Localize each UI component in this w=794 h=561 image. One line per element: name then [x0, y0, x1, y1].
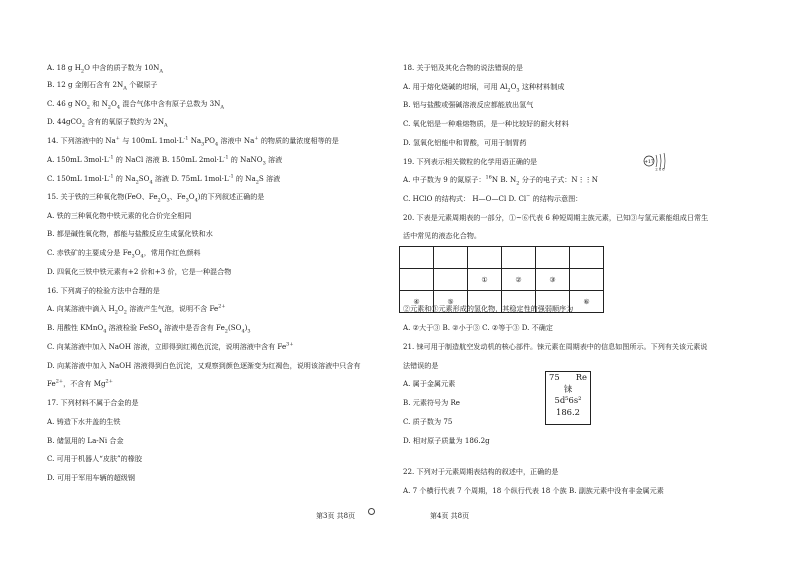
subscript: 4	[149, 179, 153, 186]
text-segment: C. 赤铁矿的主要成分是 Fe	[47, 248, 132, 257]
text-segment: C. HClO 的结构式： H—O—Cl D. Cl	[403, 194, 527, 203]
subscript: 3	[166, 197, 170, 204]
element-name: 铼	[563, 383, 573, 394]
text-segment: Na	[188, 136, 202, 145]
subscript: 4	[140, 253, 144, 260]
text-segment: O	[117, 304, 124, 313]
text-line	[403, 323, 553, 332]
text-segment: 法错误的是	[403, 361, 439, 370]
table-cell	[570, 247, 604, 269]
table-cell	[570, 269, 604, 291]
text-line	[403, 379, 455, 388]
subscript: 2	[516, 180, 520, 187]
text-segment: B. 元素符号为 Re	[403, 398, 460, 407]
text-line	[47, 379, 113, 388]
subscript: 2	[157, 197, 161, 204]
subscript: 2	[255, 179, 259, 186]
text-segment: 的结构示意图：	[530, 194, 583, 203]
text-line	[403, 342, 707, 351]
subscript: 4	[241, 328, 245, 335]
text-segment: 的 Na	[233, 174, 256, 183]
subscript: 3	[131, 253, 135, 260]
text-segment: D. 可用于军用车辆的超级钢	[47, 473, 135, 482]
text-segment: (SO	[227, 323, 242, 332]
table-cell	[400, 269, 434, 291]
superscript: 16	[485, 174, 492, 181]
subscript: A	[220, 104, 224, 111]
subscript: 3	[201, 141, 205, 148]
text-segment: 这种材料制成	[519, 82, 565, 91]
atomic-mass: 186.2	[556, 406, 580, 417]
table-cell: ③	[536, 269, 570, 291]
text-segment: 溶液产生气泡，说明不含 Fe	[126, 304, 219, 313]
table-cell	[400, 247, 434, 269]
text-segment: N B. N	[491, 175, 517, 184]
subscript: 2	[224, 328, 228, 335]
text-segment: A. 属于金属元素	[403, 379, 456, 388]
table-cell: ④	[400, 291, 434, 313]
superscript: -1	[223, 154, 229, 161]
text-segment: A. 向某溶液中滴入 H	[47, 304, 115, 313]
table-row	[400, 247, 604, 269]
text-line	[47, 63, 163, 75]
text-segment: B. 都是碱性氧化物，都能与盐酸反应生成氯化铁和水	[47, 229, 213, 238]
text-segment: 和 N	[89, 99, 108, 108]
text-line	[403, 486, 664, 495]
table-cell	[502, 247, 536, 269]
text-segment: 溶液中是否含有 Fe	[161, 323, 225, 332]
subscript: 2	[123, 309, 127, 316]
text-line	[47, 80, 158, 92]
text-line	[403, 304, 573, 313]
text-segment: Fe	[47, 379, 56, 388]
table-cell: ⑤	[434, 291, 468, 313]
text-line	[47, 135, 339, 148]
subscript: 2	[114, 309, 118, 316]
superscript: 3+	[286, 341, 294, 348]
text-segment: A. 中子数为 9 的氮原子：	[403, 175, 486, 184]
text-segment: 的 NaCl 溶液 B. 150mL 2mol·L	[113, 155, 224, 164]
subscript: 3	[247, 328, 251, 335]
text-segment: A. 150mL 3mol·L	[47, 155, 109, 164]
nucleus-label: +17	[644, 160, 654, 165]
electron-configuration: 5d⁵6s²	[554, 395, 582, 405]
text-segment: O 中含的质子数为 10N	[84, 63, 160, 72]
subscript: 4	[103, 328, 107, 335]
table-cell	[434, 247, 468, 269]
superscript: +	[115, 135, 120, 142]
text-segment: D. 氢氧化铝能中和胃酸，可用于制胃药	[403, 138, 527, 147]
text-segment: D. 四氧化三铁中铁元素有+2 价和+3 价，它是一种混合物	[47, 267, 232, 276]
table-cell: ①	[468, 269, 502, 291]
text-segment: 16. 下列离子的检验方法中合理的是	[47, 286, 160, 295]
text-line	[47, 454, 142, 463]
text-segment: S 溶液	[258, 174, 281, 183]
text-line	[403, 467, 558, 476]
text-line	[47, 398, 139, 407]
superscript: -1	[108, 173, 114, 180]
text-segment: C. 可用于机器人“皮肤”的橡胶	[47, 454, 142, 463]
text-segment: O	[134, 248, 141, 257]
text-segment: B. 储氢用的 La-Ni 合金	[47, 436, 124, 445]
text-line	[403, 157, 537, 166]
text-segment: A. 7 个横行代表 7 个周期，18 个纵行代表 18 个族 B. 副族元素中没有非金属元素	[403, 486, 664, 495]
text-segment: C. 向某溶液中加入 NaOH 溶液，立即得到红褐色沉淀，说明溶液中含有 Fe	[47, 342, 287, 351]
text-line	[47, 473, 135, 482]
text-line	[403, 63, 523, 72]
text-line	[403, 100, 533, 109]
text-line	[47, 117, 168, 129]
text-segment: 溶液	[265, 155, 283, 164]
text-segment: 与 100mL 1mol·L	[120, 136, 184, 145]
text-line	[403, 231, 481, 240]
text-line	[47, 361, 361, 370]
subscript: 2	[135, 179, 139, 186]
text-segment: C. 氧化铝是一种难熔物质，是一种比较好的耐火材料	[403, 119, 569, 128]
subscript: 2	[86, 104, 90, 111]
text-line	[47, 303, 226, 316]
text-segment: A. 18 g H	[47, 63, 81, 72]
text-segment: 溶液检验 FeSO	[106, 323, 159, 332]
text-segment: 20. 下表是元素周期表的一部分，①~⑥代表 6 种短周期主族元素，已知③与氢元素能组成日常生	[403, 213, 709, 222]
subscript: 2	[507, 87, 511, 94]
text-segment: D. 向某溶液中加入 NaOH 溶液得到白色沉淀，又观察到颜色逐渐变为红褐色，说明该溶液中只含有	[47, 361, 361, 370]
text-segment: ，不含有 Mg	[63, 379, 106, 388]
text-segment: B. 用酸性 KMnO	[47, 323, 104, 332]
text-line	[47, 417, 120, 426]
text-segment: B. 铝与盐酸或强碱溶液反应都能放出氢气	[403, 100, 534, 109]
text-segment: ②元素和③元素形成的氢化物，其稳定性的强弱顺序为	[403, 304, 574, 313]
text-line	[47, 229, 213, 238]
superscript: -1	[228, 173, 234, 180]
periodic-table-fragment	[399, 246, 604, 313]
text-segment: 的 Na	[113, 174, 136, 183]
text-segment: 的物质的量浓度相等的是	[258, 136, 339, 145]
text-segment: C. 46 g NO	[47, 99, 87, 108]
text-segment: A. 铸造下水井盖的生铁	[47, 417, 121, 426]
table-row	[400, 269, 604, 291]
subscript: 4	[194, 197, 198, 204]
text-segment: D. 44gCO	[47, 117, 82, 126]
subscript: 2	[80, 68, 85, 75]
text-segment: 21. 铼可用于制造航空发动机的核心部件。铼元素在周期表中的信息如图所示。下列有关该元素说	[403, 342, 708, 351]
subscript: A	[164, 122, 168, 129]
text-line	[403, 436, 490, 445]
text-line	[403, 138, 526, 147]
text-segment: 个碳原子	[126, 80, 158, 89]
text-line	[47, 286, 160, 295]
text-line	[47, 99, 224, 111]
text-segment: D. 相对原子质量为 186.2g	[403, 436, 490, 445]
text-segment: 混合气体中含有原子总数为 3N	[120, 99, 221, 108]
text-line	[403, 174, 598, 187]
text-segment: 22. 下列对于元素周期表结构的叙述中，正确的是	[403, 467, 559, 476]
text-segment: O	[188, 192, 195, 201]
subscript: A	[159, 68, 163, 75]
text-line	[47, 154, 283, 167]
text-line	[47, 173, 281, 186]
superscript: −	[526, 193, 531, 200]
text-segment: O	[160, 192, 167, 201]
subscript: 3	[262, 160, 266, 167]
text-segment: 分子的电子式：N⋮⋮N	[519, 175, 598, 184]
superscript: 2+	[218, 303, 226, 310]
subscript: 4	[214, 141, 219, 148]
binding-hole-icon	[368, 508, 375, 515]
text-segment: A. 铁的三种氧化物中铁元素的化合价完全相同	[47, 211, 192, 220]
text-segment: )的下列叙述正确的是	[197, 192, 265, 201]
text-segment: C. 150mL 1mol·L	[47, 174, 109, 183]
chloride-ion-structure-diagram	[643, 151, 667, 171]
text-segment: ，常用作红色颜料	[143, 248, 201, 257]
text-line	[403, 82, 565, 94]
element-symbol: Re	[575, 372, 587, 382]
text-line	[403, 213, 708, 222]
page-footer-left: 第3页 共8页	[316, 512, 356, 520]
text-segment: O	[510, 82, 517, 91]
text-segment: B. 12 g 金刚石含有 2N	[47, 80, 124, 89]
text-segment: SO	[138, 174, 150, 183]
text-line	[47, 192, 265, 204]
text-segment: 14. 下列溶液中的 Na	[47, 136, 116, 145]
superscript: -1	[108, 154, 114, 161]
text-line	[47, 436, 124, 445]
text-segment: 的 NaNO	[228, 155, 263, 164]
subscript: 2	[81, 122, 85, 129]
text-segment: 15. 关于铁的三种氧化物(FeO、Fe	[47, 192, 158, 201]
text-line	[47, 323, 251, 335]
text-segment: A. ②大于③ B. ②小于③ C. ②等于③ D. 不确定	[403, 323, 553, 332]
text-segment: 活中常见的液态化合物。	[403, 231, 482, 240]
text-line	[47, 267, 231, 276]
text-segment: PO	[204, 136, 215, 145]
text-segment: 、Fe	[169, 192, 186, 201]
subscript: 4	[116, 104, 120, 111]
table-cell	[434, 269, 468, 291]
text-segment: 18. 关于铝及其化合物的说法错误的是	[403, 63, 523, 72]
rhenium-element-card	[545, 371, 591, 425]
subscript: 3	[516, 87, 520, 94]
text-segment: O	[110, 99, 117, 108]
text-line	[403, 361, 438, 370]
text-segment: )	[244, 323, 248, 332]
subscript: 2	[107, 104, 111, 111]
text-line	[403, 194, 582, 203]
text-line	[403, 417, 452, 426]
table-cell	[536, 247, 570, 269]
text-segment: 溶液 D. 75mL 1mol·L	[152, 174, 229, 183]
subscript: A	[123, 85, 127, 92]
text-segment: 17. 下列材料不属于合金的是	[47, 398, 139, 407]
page-footer-right: 第4页 共8页	[430, 512, 470, 520]
shells-label: 2 8 8	[655, 167, 665, 171]
superscript: -1	[183, 135, 189, 142]
text-segment: 19. 下列表示相关微粒的化学用语正确的是	[403, 157, 538, 166]
superscript: 2+	[105, 378, 113, 385]
superscript: +	[254, 135, 259, 142]
table-cell	[468, 247, 502, 269]
text-line	[47, 211, 191, 220]
text-line	[47, 248, 201, 260]
text-segment: 含有的氧原子数约为 2N	[84, 117, 165, 126]
superscript: 2+	[55, 378, 64, 385]
text-segment: C. 质子数为 75	[403, 417, 453, 426]
text-line	[403, 398, 460, 407]
atomic-number: 75	[549, 372, 560, 382]
text-segment: 溶液中 Na	[218, 136, 255, 145]
table-cell: ②	[502, 269, 536, 291]
text-segment: A. 用于熔化烧碱的坩埚，可用 Al	[403, 82, 508, 91]
subscript: 4	[158, 328, 162, 335]
text-line	[47, 342, 294, 351]
text-line	[403, 119, 569, 128]
subscript: 3	[185, 197, 189, 204]
table-cell: ⑥	[570, 291, 604, 313]
